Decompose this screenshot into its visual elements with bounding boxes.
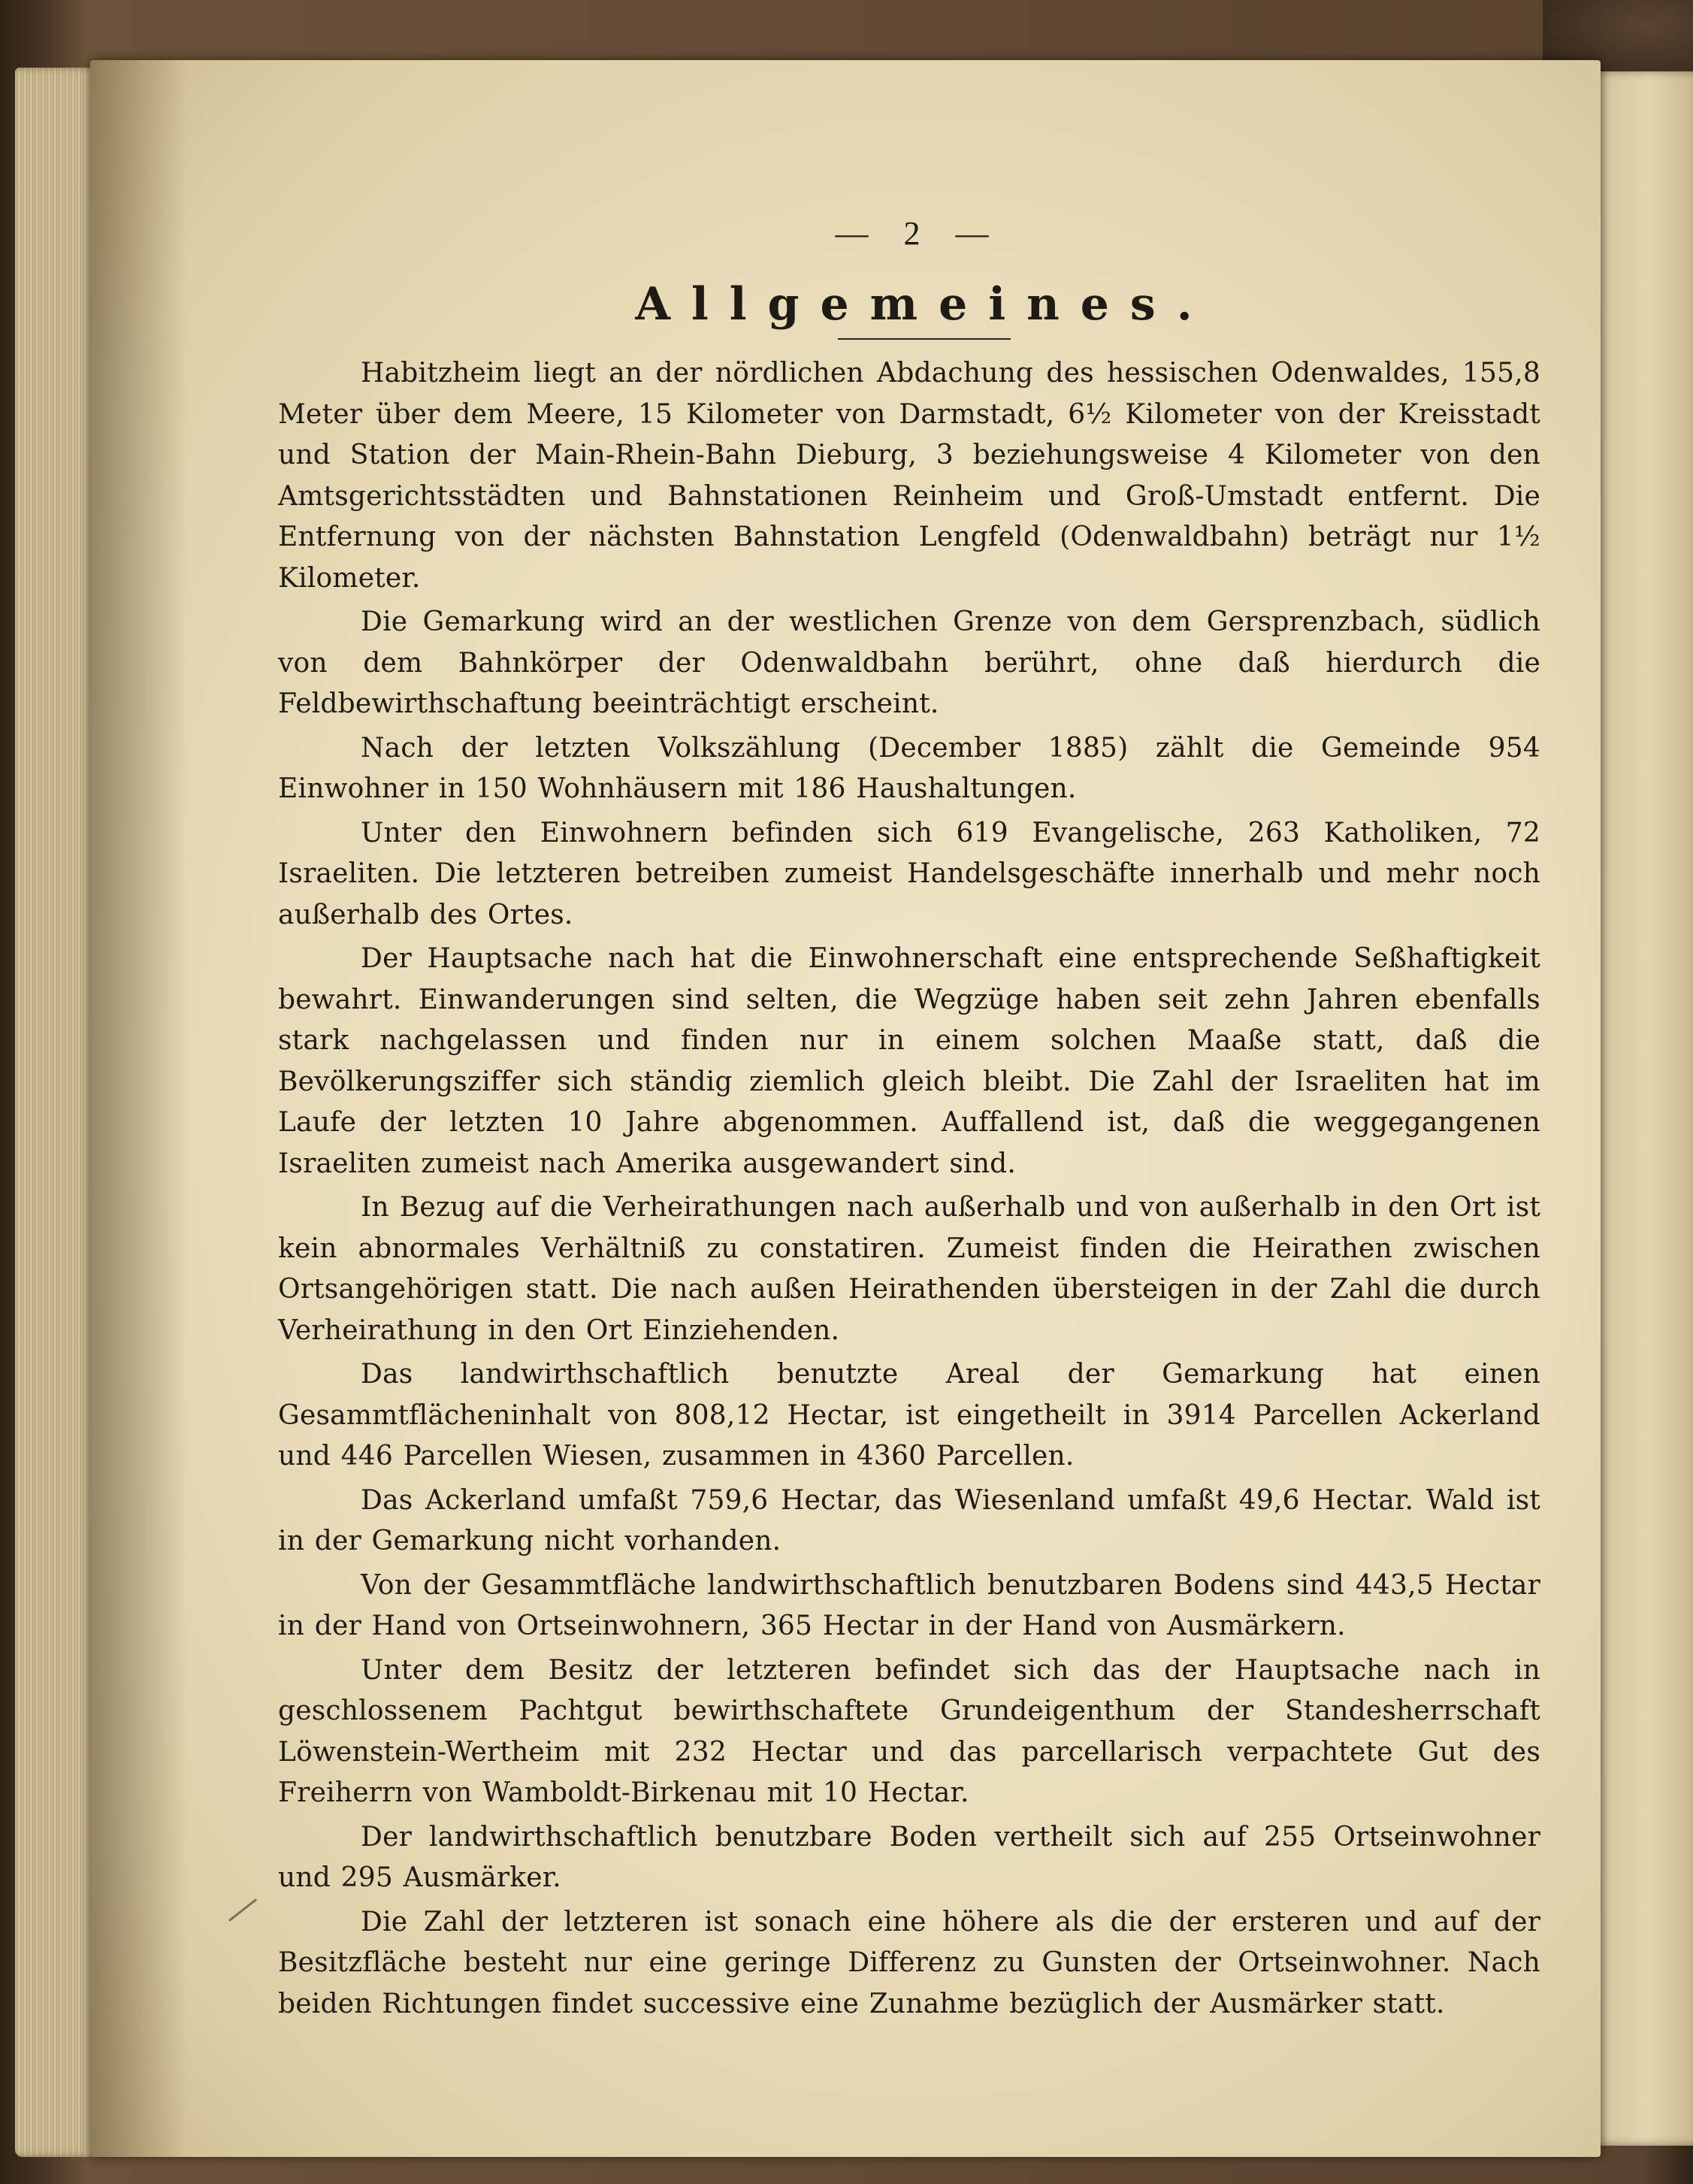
paragraph-census: Nach der letzten Volkszählung (December 1885) zählt die Gemeinde 954 Einwohner in 150 Wohnhäusern mit 186 Haushaltungen.	[278, 732, 1540, 804]
gutter-shadow	[90, 60, 188, 2157]
paragraph-settlement: Der Hauptsache nach hat die Einwohnerschaft eine entsprechende Seßhaftigkeit bewahrt. Einwanderungen sind selten, die Wegzüge haben seit zehn Jahren ebenfalls stark nachgelassen und finden nur in einem solchen Maaße statt, daß die Bevölkerungsziffer sich ständig ziemlich gleich bleibt. Die Zahl der Israeliten hat im Laufe der letzten 10 Jahre abgenommen. Auffallend ist, daß die weggegangenen Israeliten zumeist nach Amerika ausgewandert sind.	[278, 943, 1540, 1179]
paragraph-gemarkung: Die Gemarkung wird an der westlichen Grenze von dem Gersprenzbach, südlich von dem Bahnkörper der Odenwaldbahn berührt, ohne daß hierdurch die Feldbewirthschaftung beeinträchtigt erscheint.	[278, 606, 1540, 719]
paragraph-conclusion: Die Zahl der letzteren ist sonach eine höhere als die der ersteren und auf der Besitzfläche besteht nur eine geringe Differenz zu Gunsten der Ortseinwohner. Nach beiden Richtungen findet successive eine Zunahme bezüglich der Ausmärker statt.	[278, 1906, 1540, 2019]
paragraph-distribution: Der landwirthschaftlich benutzbare Boden vertheilt sich auf 255 Ortseinwohner und 295 Ausmärker.	[278, 1821, 1540, 1893]
section-heading: Allgemeines.	[635, 278, 1214, 331]
page-number: — 2 —	[835, 215, 1002, 252]
heading-rule	[838, 338, 1011, 340]
paragraph-estates: Unter dem Besitz der letzteren befindet sich das der Hauptsache nach in geschlossenem Pachtgut bewirthschaftete Grundeigenthum der Standesherrschaft Löwenstein-Wertheim mit 232 Hectar und das parcellarisch verpachtete Gut des Freiherrn von Wamboldt-Birkenau mit 10 Hectar.	[278, 1654, 1540, 1808]
paragraph-ownership: Von der Gesammtfläche landwirthschaftlich benutzbaren Bodens sind 443,5 Hectar in der Hand von Ortseinwohnern, 365 Hectar in der Hand von Ausmärkern.	[278, 1569, 1540, 1641]
page-text-block	[278, 214, 1540, 2028]
paragraph-area: Das landwirthschaftlich benutzte Areal der Gemarkung hat einen Gesammtflächeninhalt von 808,12 Hectar, ist eingetheilt in 3914 Parcellen Ackerland und 446 Parcellen Wiesen, zusammen in 4360 Parcellen.	[278, 1359, 1540, 1472]
paragraph-location: Habitzheim liegt an der nördlichen Abdachung des hessischen Odenwaldes, 155,8 Meter über dem Meere, 15 Kilometer von Darmstadt, 6½ Kilometer von der Kreisstadt und Station der Main-Rhein-Bahn Dieburg, 3 beziehungsweise 4 Kilometer von den Amtsgerichtsstädten und Bahnstationen Reinheim und Groß-Umstadt entfernt. Die Entfernung von der nächsten Bahnstation Lengfeld (Odenwaldbahn) beträgt nur 1½ Kilometer.	[278, 358, 1540, 594]
book-page	[90, 60, 1601, 2157]
paragraph-land-use: Das Ackerland umfaßt 759,6 Hectar, das Wiesenland umfaßt 49,6 Hectar. Wald ist in der Gemarkung nicht vorhanden.	[278, 1484, 1540, 1556]
paragraph-religion: Unter den Einwohnern befinden sich 619 Evangelische, 263 Katholiken, 72 Israeliten. Die letzteren betreiben zumeist Handelsgeschäfte innerhalb und mehr noch außerhalb des Ortes.	[278, 817, 1540, 930]
paragraph-marriages: In Bezug auf die Verheirathungen nach außerhalb und von außerhalb in den Ort ist kein abnormales Verhältniß zu constatiren. Zumeist finden die Heirathen zwischen Ortsangehörigen statt. Die nach außen Heirathenden übersteigen in der Zahl die durch Verheirathung in den Ort Einziehenden.	[278, 1192, 1540, 1346]
